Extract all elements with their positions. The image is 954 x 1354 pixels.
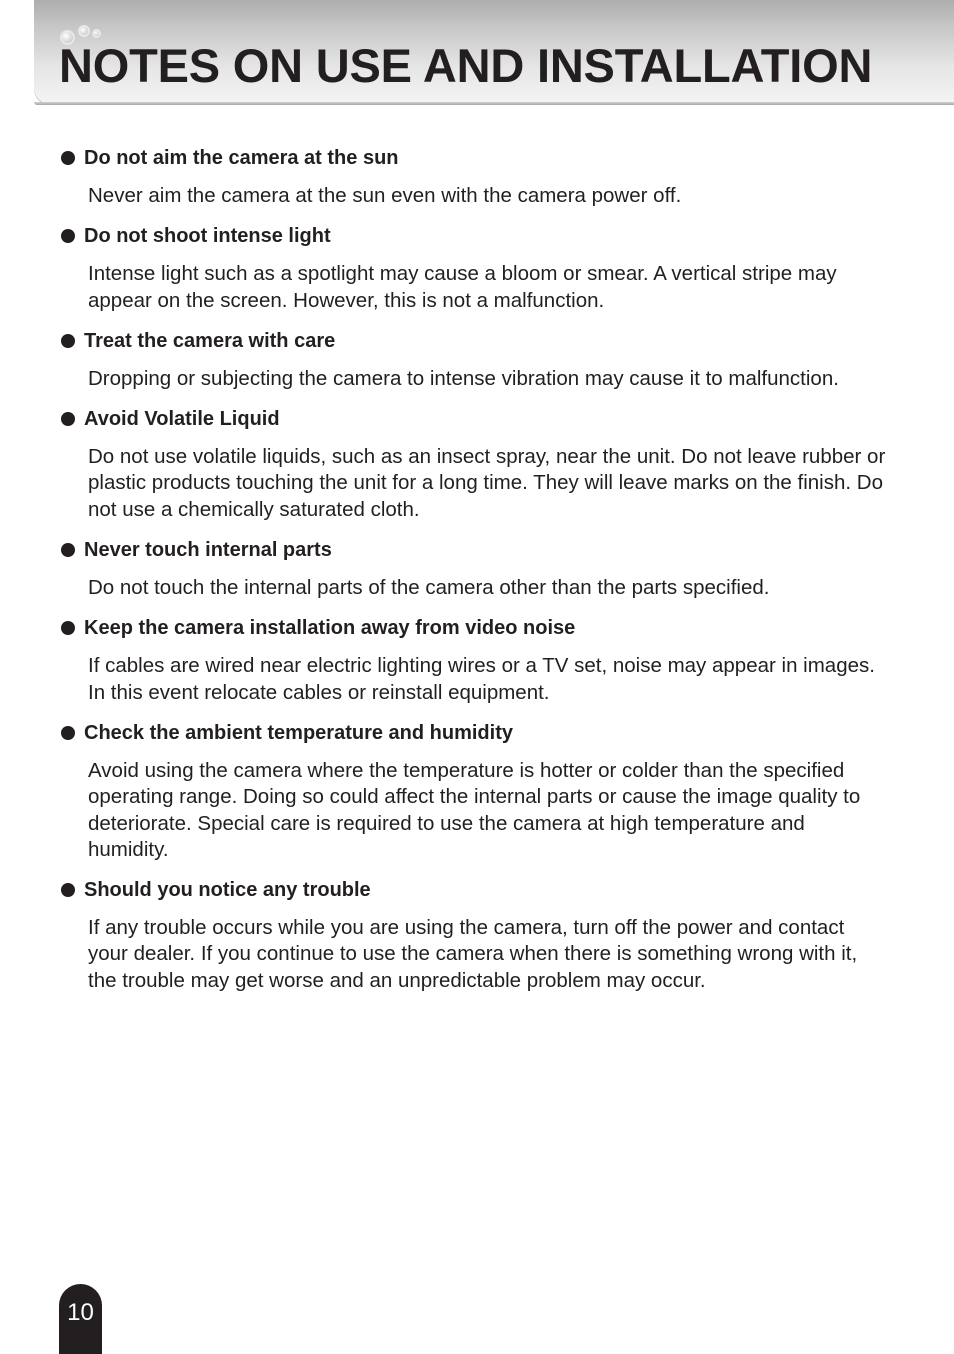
- note-item: [60, 613, 880, 706]
- note-body: If cables are wired near electric lighting wires or a TV set, noise may appear in images. In this event relocate cables or reinstall equipment.: [88, 654, 875, 704]
- note-item: [60, 221, 880, 314]
- note-heading-text: Keep the camera installation away from video noise: [84, 617, 576, 640]
- note-heading-text: Never touch internal parts: [84, 539, 332, 562]
- note-heading: [60, 535, 880, 565]
- note-heading: [60, 613, 880, 643]
- page-title: NOTES ON USE AND INSTALLATION: [59, 39, 873, 92]
- note-heading: [60, 326, 880, 356]
- notes-list: [60, 143, 886, 1006]
- note-heading: [60, 221, 880, 251]
- note-item: [60, 875, 880, 994]
- note-item: [60, 326, 880, 392]
- bullet-icon: [61, 151, 75, 165]
- note-item: [60, 143, 880, 209]
- note-heading-text: Do not shoot intense light: [84, 225, 331, 248]
- bullet-icon: [61, 334, 75, 348]
- note-body: Avoid using the camera where the temperature is hotter or colder than the specified operating range. Doing so could affect the internal parts or cause the image quality to deteriorate. Special care is required to use the camera at high temperature and humidity.: [88, 758, 861, 861]
- bullet-icon: [61, 621, 75, 635]
- note-heading-text: Check the ambient temperature and humidity: [84, 721, 513, 744]
- note-heading-text: Do not aim the camera at the sun: [84, 147, 399, 169]
- note-body: Intense light such as a spotlight may cause a bloom or smear. A vertical stripe may appear on the screen. However, this is not a malfunction.: [88, 262, 837, 312]
- note-body: Never aim the camera at the sun even with the camera power off.: [88, 184, 682, 207]
- note-body: Do not use volatile liquids, such as an insect spray, near the unit. Do not leave rubber or plastic products touching the unit for a long time. They will leave marks on the finish. Do not use a chemically saturated cloth.: [88, 445, 886, 521]
- note-heading-text: Avoid Volatile Liquid: [84, 408, 280, 431]
- note-heading: [60, 875, 880, 905]
- circle-icon: [78, 25, 90, 37]
- circle-icon: [92, 29, 101, 38]
- note-body: Do not touch the internal parts of the camera other than the parts specified.: [88, 576, 770, 600]
- note-heading-text: Should you notice any trouble: [84, 879, 371, 902]
- bullet-icon: [61, 883, 75, 897]
- note-body: If any trouble occurs while you are using the camera, turn off the power and contact your dealer. If you continue to use the camera when there is something wrong with it, the trouble may get worse and an unpredictable problem may occur.: [88, 916, 858, 992]
- note-heading-text: Treat the camera with care: [84, 329, 336, 352]
- bullet-icon: [61, 543, 75, 557]
- page-number: 10: [67, 1299, 94, 1326]
- note-body: Dropping or subjecting the camera to intense vibration may cause it to malfunction.: [88, 366, 839, 390]
- note-item: [60, 718, 880, 863]
- bullet-icon: [61, 412, 75, 426]
- note-item: [60, 404, 886, 523]
- note-heading: [60, 404, 880, 434]
- note-item: [60, 535, 880, 601]
- note-heading: [60, 718, 880, 748]
- page-number-tab: [59, 1284, 102, 1354]
- bullet-icon: [61, 726, 75, 740]
- bullet-icon: [61, 229, 75, 243]
- note-heading: [60, 143, 880, 173]
